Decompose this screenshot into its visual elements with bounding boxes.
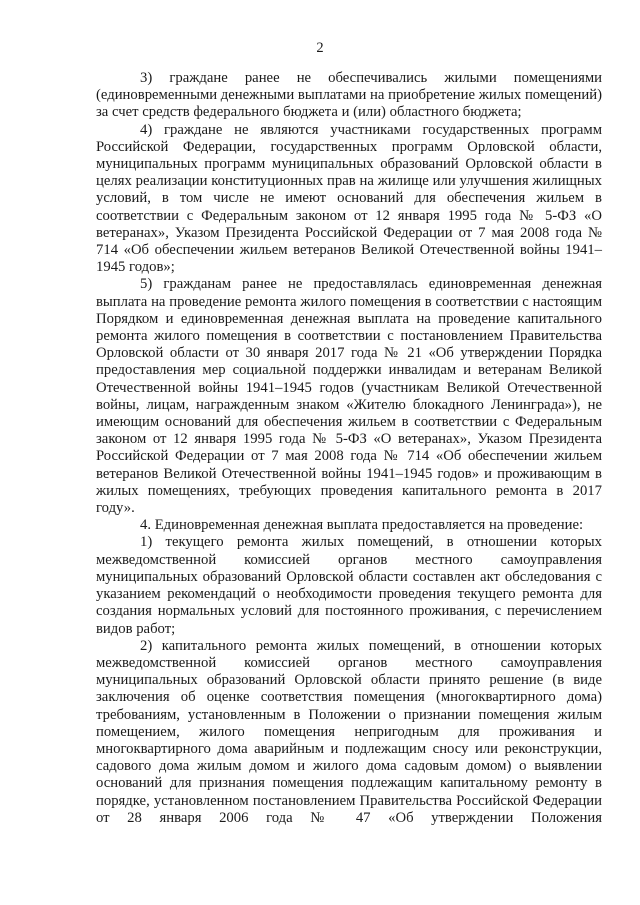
paragraph-section-4: 4. Единовременная денежная выплата предоставляется на проведение: xyxy=(140,517,584,534)
paragraph-item-4: 4) граждане не являются участниками государственных программ Российской Федерации, государственных программ Орловской области, муниципальных программ муниципальных образований Орловской области в целях реализации конституционных прав на жилище или улучшения жилищных условий, в том числе не имеют оснований для обеспечения жильем в соответствии с Федеральным законом от 12 января 1995 года № 5-ФЗ «О ветеранах», Указом Президента Российской Федерации от 7 мая 2008 года № 714 «Об обеспечении жильем ветеранов Великой Отечественной войны 1941–1945 годов»; xyxy=(96,121,602,276)
paragraph-item-2: 2) капитального ремонта жилых помещений, в отношении которых межведомственной комиссией органов местного самоуправления муниципальных образований Орловской области принято решение (в виде заключения об оценке соответствия помещения (многоквартирного дома) требованиям, установленным в Положении о признании помещения жилым помещением, жилого помещения непригодным для проживания и многоквартирного дома аварийным и подлежащим сносу или реконструкции, садового дома жилым домом и жилого дома садовым домом) о выявлении оснований для признания помещения подлежащим капитальному ремонту в порядке, установленном постановлением Правительства Российской Федерации от 28 января 2006 года № 47 «Об утверждении Положения xyxy=(96,637,602,826)
document-body xyxy=(96,70,602,827)
paragraph-item-5: 5) гражданам ранее не предоставлялась единовременная денежная выплата на проведение ремонта жилого помещения в соответствии с настоящим Порядком и единовременная денежная выплата на проведение капитального ремонта жилого помещения в соответствии с постановлением Правительства Орловской области от 30 января 2017 года № 21 «Об утверждении Порядка предоставления мер социальной поддержки инвалидам и ветеранам Великой Отечественной войны 1941–1945 годов (участникам Великой Отечественной войны, лицам, награжденным знаком «Жителю блокадного Ленинграда»), не имеющим оснований для обеспечения жильем в соответствии с Федеральным законом от 12 января 1995 года № 5-ФЗ «О ветеранах», Указом Президента Российской Федерации от 7 мая 2008 года № 714 «Об обеспечении жильем ветеранов Великой Отечественной войны 1941–1945 годов» и проживающим в жилых помещениях, требующих проведения капитального ремонта в 2017 году». xyxy=(96,276,602,517)
page-number: 2 xyxy=(316,40,324,56)
paragraph-item-3: 3) граждане ранее не обеспечивались жилыми помещениями (единовременными денежными выплатами на приобретение жилых помещений) за счет средств федерального бюджета и (или) областного бюджета; xyxy=(96,70,602,121)
paragraph-item-1: 1) текущего ремонта жилых помещений, в отношении которых межведомственной комиссией органов местного самоуправления муниципальных образований Орловской области составлен акт обследования с указанием рекомендаций о необходимости проведения текущего ремонта для создания нормальных условий для постоянного проживания, с перечислением видов работ; xyxy=(96,534,602,637)
